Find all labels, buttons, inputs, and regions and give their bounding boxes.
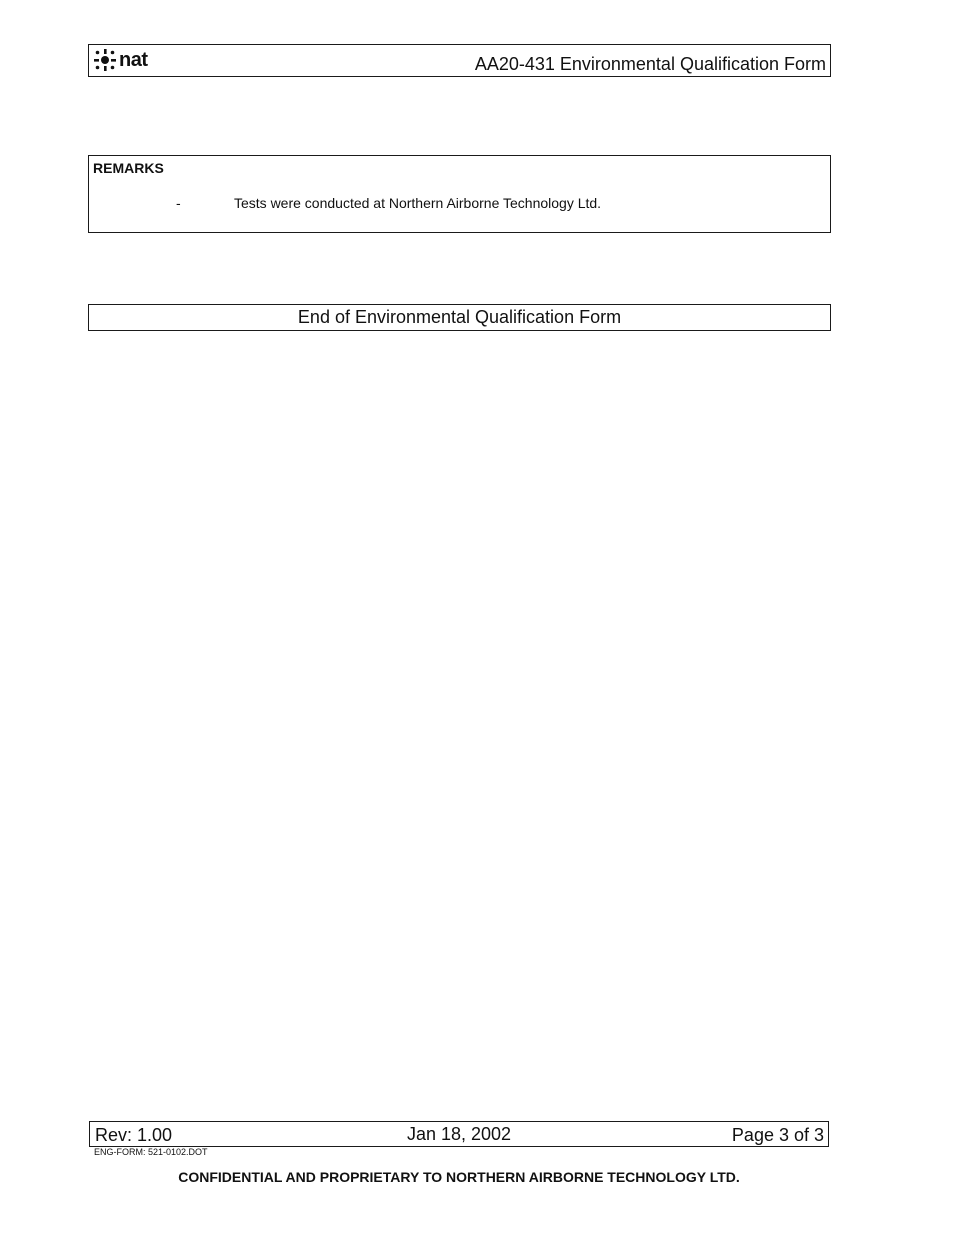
starburst-icon [93, 48, 117, 72]
end-of-form-banner [88, 304, 831, 331]
document-header [88, 44, 831, 77]
remark-bullet: - [176, 195, 181, 211]
document-footer [89, 1121, 829, 1147]
remarks-section [88, 155, 831, 233]
revision-label: Rev: 1.00 [95, 1125, 173, 1145]
remarks-heading: REMARKS [93, 160, 164, 176]
end-of-form-text: End of Environmental Qualification Form [297, 307, 622, 327]
page-number: Page 3 of 3 [731, 1125, 824, 1145]
nat-logo [93, 48, 148, 72]
confidentiality-notice: CONFIDENTIAL AND PROPRIETARY TO NORTHERN AIRBORNE TECHNOLOGY LTD. [178, 1169, 740, 1185]
logo-text: nat [119, 49, 148, 71]
form-title: AA20-431 Environmental Qualification Form [474, 54, 826, 74]
remark-text: Tests were conducted at Northern Airborne Technology Ltd. [234, 195, 602, 211]
revision-date: Jan 18, 2002 [406, 1124, 512, 1144]
form-code: ENG-FORM: 521-0102.DOT [94, 1147, 208, 1157]
